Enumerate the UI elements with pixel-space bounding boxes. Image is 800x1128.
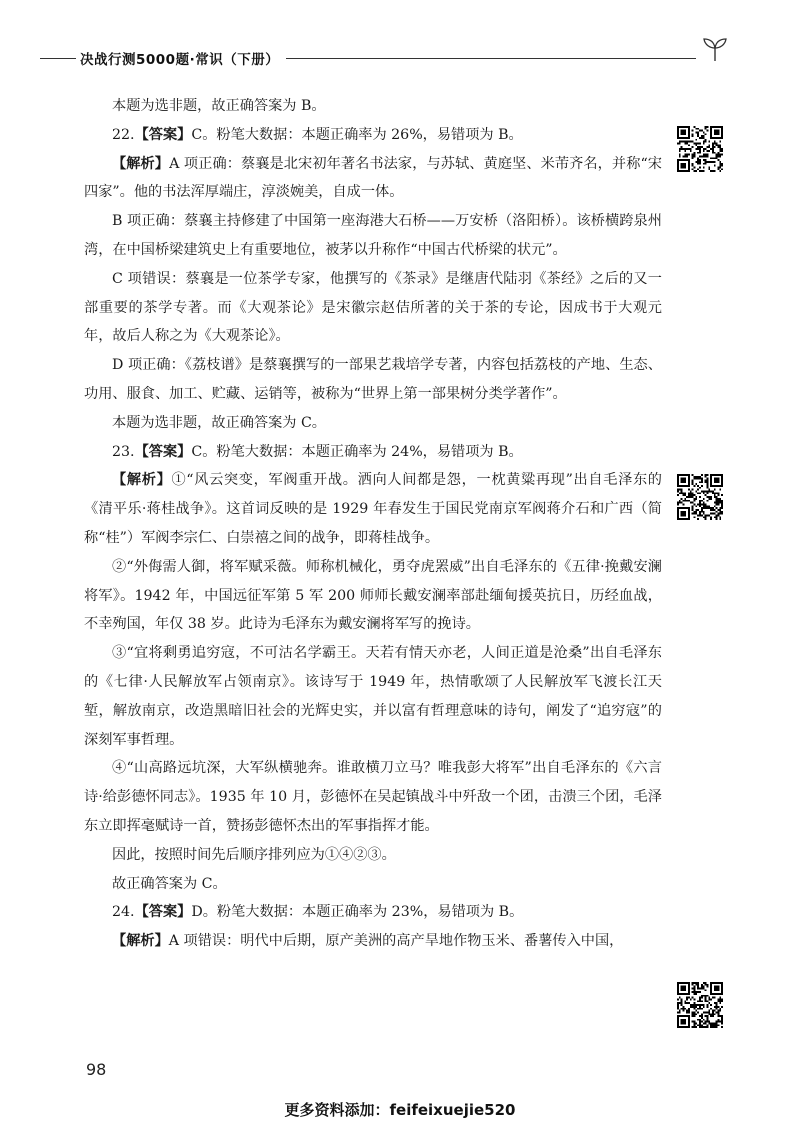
paragraph: 因此，按照时间先后顺序排列应为①④②③。 [112,846,396,863]
answer-tag: 【答案】 [134,126,192,143]
page-number: 98 [86,1060,107,1079]
paragraph: D 项正确：《荔枝谱》是蔡襄撰写的一部果艺栽培学专著，内容包括荔枝的产地、生态、功用、服食、加工、贮藏、运销等，被称为“世界上第一部果树分类学著作”。 [84,357,662,402]
paragraph: 故正确答案为 C。 [112,875,227,892]
question-number: 22. [112,126,135,143]
answer-line-q23 [84,438,662,467]
paragraph: ④“山高路远坑深，大军纵横驰奔。谁敢横刀立马？唯我彭大将军”出自毛泽东的《六言诗·给彭德怀同志》。1935 年 10 月，彭德怀在吴起镇战斗中歼敌一个团，击溃三个团，毛泽东立即挥毫赋诗一首，赞扬彭德怀杰出的军事指挥才能。 [84,760,662,834]
answer-text: C。粉笔大数据：本题正确率为 26%，易错项为 B。 [191,126,523,143]
footer-note: 更多资料添加：feifeixuejie520 [284,1101,516,1119]
analysis-q23 [84,466,662,552]
analysis-text: A 项正确：蔡襄是北宋初年著名书法家，与苏轼、黄庭坚、米芾齐名，并称“宋四家”。他的书法浑厚端庄，淳淡婉美，自成一体。 [84,155,662,201]
paragraph: B 项正确：蔡襄主持修建了中国第一座海港大石桥——万安桥（洛阳桥）。该桥横跨泉州湾，在中国桥梁建筑史上有重要地位，被茅以升称作“中国古代桥梁的状元”。 [84,213,662,258]
qr-code-icon[interactable] [677,474,723,520]
answer-line-q22 [84,121,662,150]
analysis-tag: 【解析】 [112,155,170,172]
running-header-title: 决战行测5000题·常识（下册） [80,52,280,68]
paragraph: ③“宜将剩勇追穷寇，不可沽名学霸王。天若有情天亦老，人间正道是沧桑”出自毛泽东的《七律·人民解放军占领南京》。该诗写于 1949 年，热情歌颂了人民解放军飞渡长江天堑，解放南京，改造黑暗旧社会的光辉史实，并以富有哲理意味的诗句，阐发了“追穷寇”的深刻军事哲理。 [84,645,662,748]
paragraph: 本题为选非题，故正确答案为 C。 [112,414,326,431]
analysis-tag: 【解析】 [112,472,172,489]
sprout-icon [700,36,730,62]
answer-text: D。粉笔大数据：本题正确率为 23%，易错项为 B。 [191,904,524,921]
page-body [84,92,662,956]
answer-tag: 【答案】 [134,443,192,460]
paragraph: C 项错误：蔡襄是一位茶学专家，他撰写的《茶录》是继唐代陆羽《茶经》之后的又一部重要的茶学专著。而《大观茶论》是宋徽宗赵佶所著的关于茶的专论，因成书于大观元年，故后人称之为《大观茶论》。 [84,270,662,345]
paragraph: 本题为选非题，故正确答案为 B。 [112,98,326,114]
qr-code-icon[interactable] [677,126,723,172]
qr-code-icon[interactable] [677,982,723,1028]
analysis-tag: 【解析】 [112,933,169,950]
header-rule-right [286,58,696,59]
answer-text: C。粉笔大数据：本题正确率为 24%，易错项为 B。 [191,443,523,460]
analysis-q22 [84,150,662,208]
header-rule-left [40,58,76,59]
analysis-text: A 项错误：明代中后期，原产美洲的高产旱地作物玉米、番薯传入中国， [168,933,624,950]
analysis-text: ①“风云突变，军阀重开战。洒向人间都是怨，一枕黄粱再现”出自毛泽东的《清平乐·蒋桂战争》。这首词反映的是 1929 年春发生于国民党南京军阀蒋介石和广西（简称“桂”）军阀李宗仁、白崇禧之间的战争，即蒋桂战争。 [84,472,662,546]
answer-line-q24 [84,898,662,927]
question-number: 23. [112,443,135,460]
answer-tag: 【答案】 [134,904,192,921]
analysis-q24 [84,927,662,956]
question-number: 24. [112,904,135,921]
paragraph: ②“外侮需人御，将军赋采薇。师称机械化，勇夺虎罴威”出自毛泽东的《五律·挽戴安澜将军》。1942 年，中国远征军第 5 军 200 师师长戴安澜率部赴缅甸援英抗日，历经血战，不幸殉国，年仅 38 岁。此诗为毛泽东为戴安澜将军写的挽诗。 [84,558,662,633]
